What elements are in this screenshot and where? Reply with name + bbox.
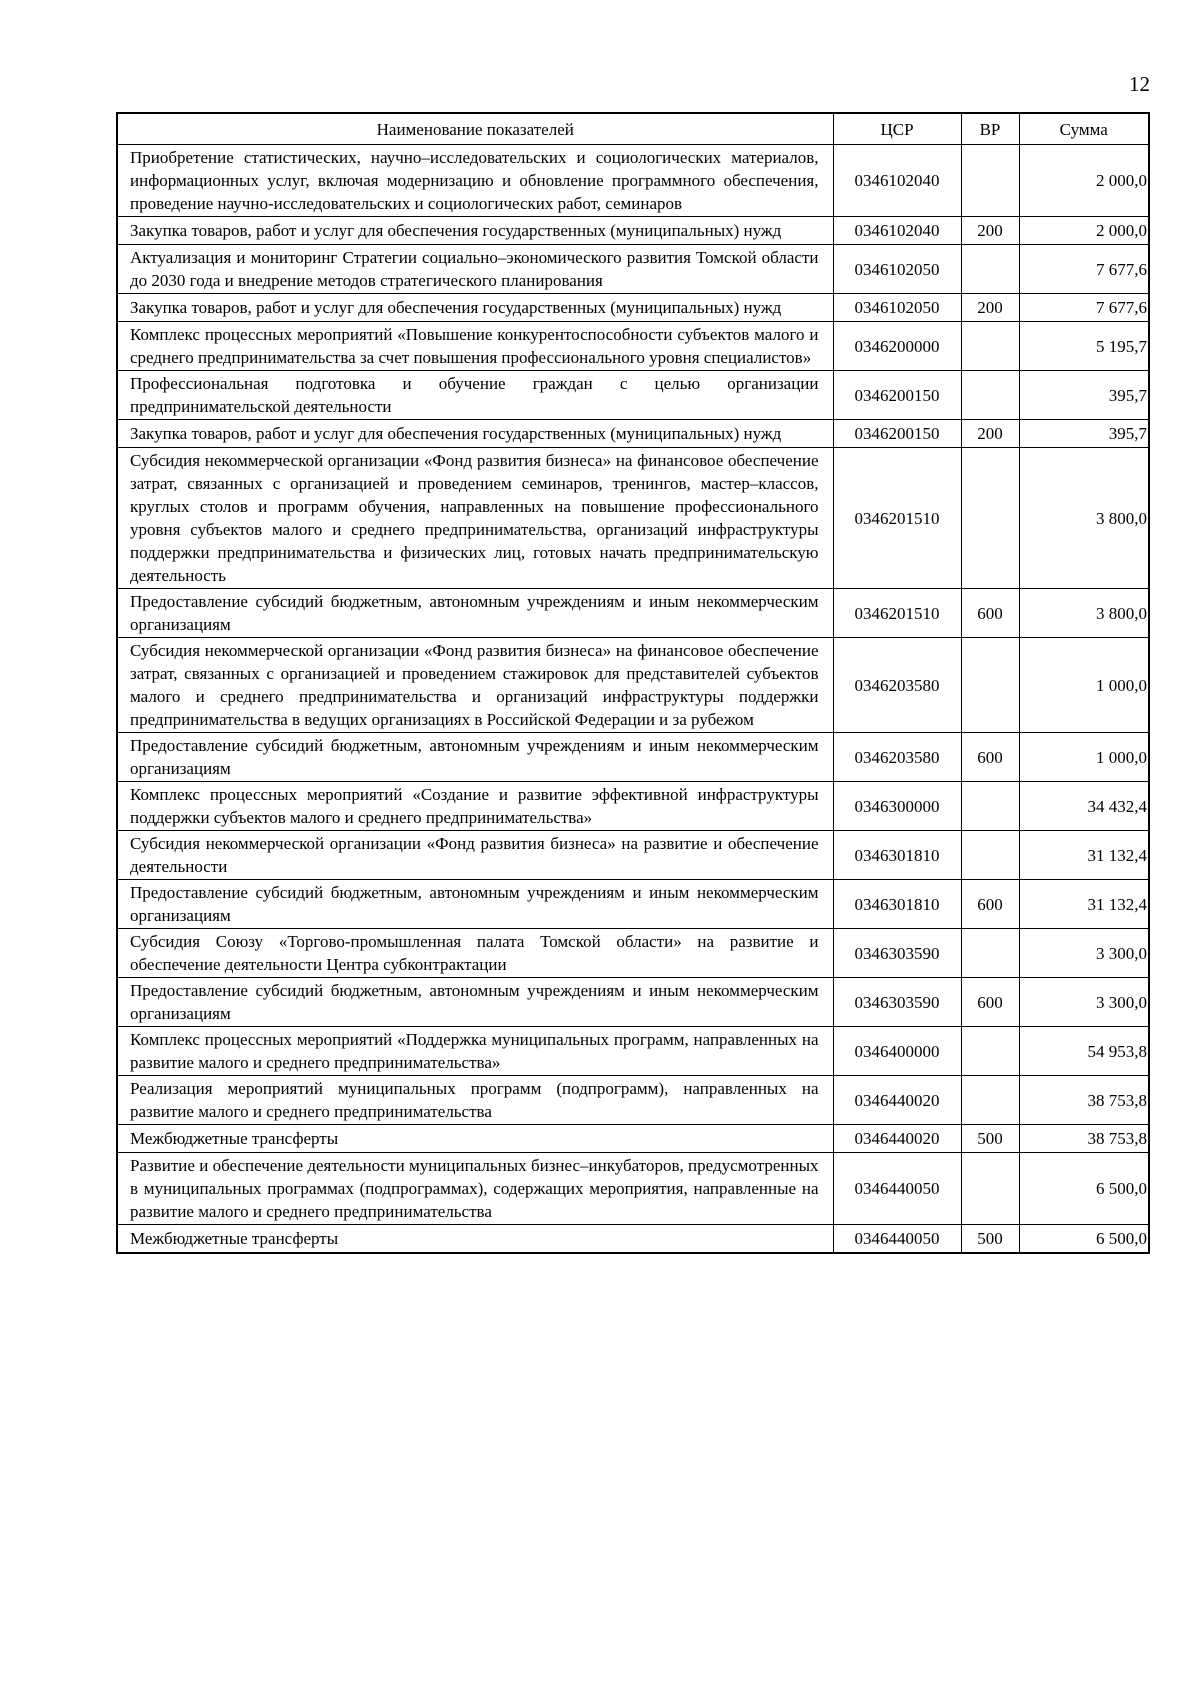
cell-vr <box>961 322 1019 371</box>
header-row <box>117 113 1149 145</box>
cell-name: Субсидия Союзу «Торгово-промышленная палата Томской области» на развитие и обеспечение деятельности Центра субконтрактации <box>117 929 833 978</box>
cell-vr: 600 <box>961 880 1019 929</box>
cell-csr: 0346203580 <box>833 733 961 782</box>
cell-sum: 31 132,4 <box>1019 880 1149 929</box>
budget-table <box>116 112 1150 1254</box>
cell-sum: 2 000,0 <box>1019 217 1149 245</box>
cell-csr: 0346200150 <box>833 371 961 420</box>
cell-vr <box>961 782 1019 831</box>
table-row <box>117 448 1149 589</box>
table-row <box>117 1027 1149 1076</box>
cell-name: Комплекс процессных мероприятий «Создание и развитие эффективной инфраструктуры поддержки субъектов малого и среднего предпринимательства» <box>117 782 833 831</box>
cell-csr: 0346301810 <box>833 831 961 880</box>
table-row <box>117 245 1149 294</box>
cell-name: Межбюджетные трансферты <box>117 1225 833 1254</box>
cell-csr: 0346102040 <box>833 217 961 245</box>
table-row <box>117 322 1149 371</box>
cell-csr: 0346102050 <box>833 294 961 322</box>
table-row <box>117 929 1149 978</box>
cell-sum: 2 000,0 <box>1019 145 1149 217</box>
page-number: 12 <box>1129 72 1150 96</box>
cell-sum: 3 800,0 <box>1019 589 1149 638</box>
cell-name: Закупка товаров, работ и услуг для обеспечения государственных (муниципальных) нужд <box>117 217 833 245</box>
cell-csr: 0346303590 <box>833 929 961 978</box>
cell-sum: 38 753,8 <box>1019 1125 1149 1153</box>
cell-sum: 54 953,8 <box>1019 1027 1149 1076</box>
cell-vr: 500 <box>961 1225 1019 1254</box>
cell-sum: 1 000,0 <box>1019 638 1149 733</box>
cell-csr: 0346201510 <box>833 448 961 589</box>
cell-name: Комплекс процессных мероприятий «Повышение конкурентоспособности субъектов малого и среднего предпринимательства за счет повышения профессионального уровня специалистов» <box>117 322 833 371</box>
cell-csr: 0346201510 <box>833 589 961 638</box>
cell-csr: 0346400000 <box>833 1027 961 1076</box>
cell-name: Развитие и обеспечение деятельности муниципальных бизнес–инкубаторов, предусмотренных в муниципальных программах (подпрограммах), содержащих мероприятия, направленные на развитие малого и среднего предпринимательства <box>117 1153 833 1225</box>
cell-sum: 3 300,0 <box>1019 929 1149 978</box>
cell-csr: 0346440020 <box>833 1076 961 1125</box>
cell-sum: 5 195,7 <box>1019 322 1149 371</box>
cell-sum: 395,7 <box>1019 420 1149 448</box>
cell-vr <box>961 145 1019 217</box>
table-row <box>117 145 1149 217</box>
cell-vr <box>961 638 1019 733</box>
table-row <box>117 831 1149 880</box>
cell-name: Актуализация и мониторинг Стратегии социально–экономического развития Томской области до 2030 года и внедрение методов стратегического планирования <box>117 245 833 294</box>
cell-vr: 600 <box>961 589 1019 638</box>
cell-vr: 600 <box>961 978 1019 1027</box>
cell-vr <box>961 448 1019 589</box>
table-row <box>117 1076 1149 1125</box>
cell-name: Субсидия некоммерческой организации «Фонд развития бизнеса» на развитие и обеспечение деятельности <box>117 831 833 880</box>
cell-name: Предоставление субсидий бюджетным, автономным учреждениям и иным некоммерческим организациям <box>117 589 833 638</box>
cell-name: Профессиональная подготовка и обучение граждан с целью организации предпринимательской деятельности <box>117 371 833 420</box>
cell-sum: 1 000,0 <box>1019 733 1149 782</box>
table-row <box>117 880 1149 929</box>
table-row <box>117 638 1149 733</box>
cell-vr <box>961 831 1019 880</box>
cell-vr <box>961 245 1019 294</box>
cell-csr: 0346300000 <box>833 782 961 831</box>
cell-csr: 0346102040 <box>833 145 961 217</box>
cell-csr: 0346303590 <box>833 978 961 1027</box>
table-row <box>117 978 1149 1027</box>
table-row <box>117 371 1149 420</box>
cell-sum: 34 432,4 <box>1019 782 1149 831</box>
cell-vr: 200 <box>961 294 1019 322</box>
header-csr: ЦСР <box>833 113 961 145</box>
cell-name: Приобретение статистических, научно–исследовательских и социологических материалов, информационных услуг, включая модернизацию и обновление программного обеспечения, проведение научно-исследовательских и социологических работ, семинаров <box>117 145 833 217</box>
cell-vr: 200 <box>961 420 1019 448</box>
cell-sum: 7 677,6 <box>1019 294 1149 322</box>
cell-vr: 500 <box>961 1125 1019 1153</box>
table-row <box>117 1153 1149 1225</box>
cell-sum: 31 132,4 <box>1019 831 1149 880</box>
cell-name: Предоставление субсидий бюджетным, автономным учреждениям и иным некоммерческим организациям <box>117 880 833 929</box>
table-header <box>117 113 1149 145</box>
cell-sum: 395,7 <box>1019 371 1149 420</box>
cell-name: Закупка товаров, работ и услуг для обеспечения государственных (муниципальных) нужд <box>117 420 833 448</box>
cell-vr <box>961 371 1019 420</box>
table-row <box>117 589 1149 638</box>
table-row <box>117 733 1149 782</box>
table-row <box>117 1125 1149 1153</box>
header-vr: ВР <box>961 113 1019 145</box>
cell-name: Субсидия некоммерческой организации «Фонд развития бизнеса» на финансовое обеспечение затрат, связанных с организацией и проведением стажировок для представителей субъектов малого и среднего предпринимательства и организаций инфраструктуры поддержки предпринимательства в ведущих организациях в Российской Федерации и за рубежом <box>117 638 833 733</box>
cell-vr <box>961 1076 1019 1125</box>
cell-vr <box>961 1153 1019 1225</box>
cell-csr: 0346102050 <box>833 245 961 294</box>
cell-sum: 6 500,0 <box>1019 1153 1149 1225</box>
cell-sum: 38 753,8 <box>1019 1076 1149 1125</box>
cell-vr: 600 <box>961 733 1019 782</box>
cell-csr: 0346200000 <box>833 322 961 371</box>
cell-sum: 7 677,6 <box>1019 245 1149 294</box>
table-row <box>117 294 1149 322</box>
table-row <box>117 1225 1149 1254</box>
cell-name: Закупка товаров, работ и услуг для обеспечения государственных (муниципальных) нужд <box>117 294 833 322</box>
cell-csr: 0346440020 <box>833 1125 961 1153</box>
cell-name: Предоставление субсидий бюджетным, автономным учреждениям и иным некоммерческим организациям <box>117 733 833 782</box>
cell-name: Субсидия некоммерческой организации «Фонд развития бизнеса» на финансовое обеспечение затрат, связанных с организацией и проведением семинаров, тренингов, мастер–классов, круглых столов и программ обучения, направленных на повышение профессионального уровня субъектов малого и среднего предпринимательства, организаций инфраструктуры поддержки предпринимательства и физических лиц, готовых начать предпринимательскую деятельность <box>117 448 833 589</box>
cell-name: Межбюджетные трансферты <box>117 1125 833 1153</box>
table-row <box>117 217 1149 245</box>
cell-sum: 6 500,0 <box>1019 1225 1149 1254</box>
cell-csr: 0346301810 <box>833 880 961 929</box>
cell-vr <box>961 1027 1019 1076</box>
header-name: Наименование показателей <box>117 113 833 145</box>
header-sum: Сумма <box>1019 113 1149 145</box>
cell-sum: 3 800,0 <box>1019 448 1149 589</box>
cell-csr: 0346200150 <box>833 420 961 448</box>
cell-vr <box>961 929 1019 978</box>
cell-csr: 0346440050 <box>833 1153 961 1225</box>
cell-name: Комплекс процессных мероприятий «Поддержка муниципальных программ, направленных на развитие малого и среднего предпринимательства» <box>117 1027 833 1076</box>
table-row <box>117 782 1149 831</box>
cell-csr: 0346440050 <box>833 1225 961 1254</box>
table-row <box>117 420 1149 448</box>
cell-name: Предоставление субсидий бюджетным, автономным учреждениям и иным некоммерческим организациям <box>117 978 833 1027</box>
table-body <box>117 145 1149 1254</box>
cell-vr: 200 <box>961 217 1019 245</box>
cell-csr: 0346203580 <box>833 638 961 733</box>
cell-name: Реализация мероприятий муниципальных программ (подпрограмм), направленных на развитие малого и среднего предпринимательства <box>117 1076 833 1125</box>
cell-sum: 3 300,0 <box>1019 978 1149 1027</box>
